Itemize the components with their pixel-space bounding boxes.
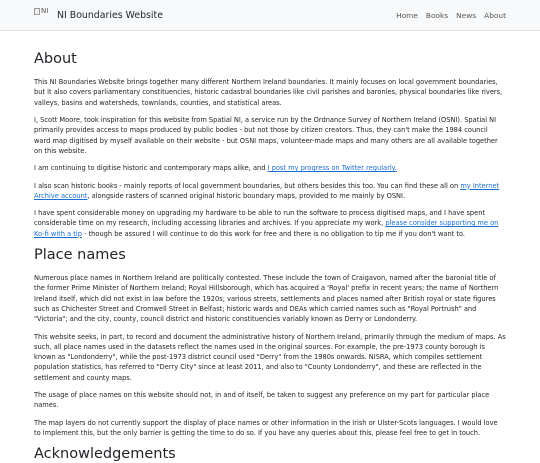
- about-paragraph-4: [34, 181, 506, 202]
- logo-alt-text: NI: [41, 7, 49, 15]
- about-p4-text-after: , alongside rasters of scanned original historic boundary maps, provided to me mainly by OSNI.: [87, 191, 406, 200]
- nav-home[interactable]: Home: [396, 10, 418, 20]
- nav-news[interactable]: News: [456, 10, 477, 20]
- place-names-paragraph-2: This website seeks, in part, to record and document the administrative history of Northern Ireland, primarily through the medium of maps. As such, all place names used in the datasets reflect the names used in the original sources. For example, the pre-1973 county borough is known as "Londonderry", while the post-1973 district council used "Derry" from the 1980s onwards. NISRA, which compiles settlement population statistics, has referred to "Derry City" since at least 2011, and also to "County Londonderry", and these are reflected in the settlement and county maps.: [34, 332, 506, 382]
- internet-archive-link[interactable]: my Internet Archive account: [34, 181, 500, 200]
- twitter-link[interactable]: I post my progress on Twitter regularly.: [267, 164, 397, 173]
- about-p5-text-after: - though be assured I will continue to do this work for free and there is no obligation to tip me if you don't want to.: [81, 229, 466, 238]
- site-title[interactable]: NI Boundaries Website: [57, 9, 163, 21]
- logo-icon: [34, 5, 52, 17]
- main-content: [0, 31, 540, 463]
- about-paragraph-1: This NI Boundaries Website brings together many different Northern Ireland boundaries. It mainly focuses on local government boundaries, but it also covers parliamentary constituencies, historic cadastral boundaries like civil parishes and baronies, physical boundaries like rivers, valleys, basins and watersheds, townlands, counties, and statistical areas.: [34, 78, 503, 107]
- place-names-paragraph-1: Numerous place names in Northern Ireland are politically contested. These include the town of Craigavon, named after the baronial title of the former Prime Minister of Northern Ireland; Royal Hillsborough, which has acquired a 'Royal' prefix in recent years; the name of Northern Ireland itself, which did not exist in law before the 1920s; various streets, settlements and places named after British royal or state figures such as Chichester Street and Cromwell Street in Belfast; historic wards and DEAs which carried names such as "Royal Portrush" and "Victoria"; and the city, county, council district and historic constituencies variably known as Derry or Londonderry.: [34, 274, 499, 324]
- about-p4-text: I also scan historic books - mainly reports of local government boundaries, but others besides this too. You can find these all on: [34, 181, 461, 190]
- nav-about[interactable]: About: [484, 10, 506, 20]
- nav-links: [396, 11, 506, 20]
- place-names-paragraph-3: The usage of place names on this website should not, in and of itself, be taken to suggest any preference on my part for particular place names.: [34, 391, 490, 410]
- nav-books[interactable]: Books: [425, 10, 449, 20]
- about-paragraph-2: I, Scott Moore, took inspiration for this website from Spatial NI, a service run by the Ordnance Survey of Northern Ireland (OSNI). Spatial NI primarily provides access to maps produced by public bodies - but not those by citizen creators. Thus, they can't make the 1984 council ward map digitised by myself available on their website - but OSNI maps, volunteer-made maps and many others are all available together on this website.: [34, 116, 498, 155]
- about-paragraph-3: [34, 163, 506, 173]
- about-p3-text: I am continuing to digitise historic and contemporary maps alike, and: [34, 164, 268, 173]
- acknowledgements-heading: Acknowledgements: [34, 446, 176, 463]
- kofi-link[interactable]: please consider supporting me on Ko-fi with a tip: [34, 219, 499, 238]
- brand[interactable]: [34, 9, 163, 21]
- about-p5-text: I have spent considerable money on upgrading my hardware to be able to run the software to process digitised maps, and I have spent considerable time on my research, including accessing libraries and archives. If you appreciate my work,: [34, 209, 486, 228]
- about-heading: About: [34, 51, 77, 67]
- place-names-paragraph-4: The map layers do not currently support the display of place names or other information in the Irish or Ulster-Scots languages. I would love to implement this, but the only barrier is getting the time to do so. If you have any queries about this, please feel free to get in touch.: [34, 418, 498, 437]
- top-navbar: [0, 0, 540, 31]
- broken-image-icon: [34, 8, 40, 15]
- place-names-heading: Place names: [34, 246, 126, 263]
- about-paragraph-5: [34, 208, 506, 239]
